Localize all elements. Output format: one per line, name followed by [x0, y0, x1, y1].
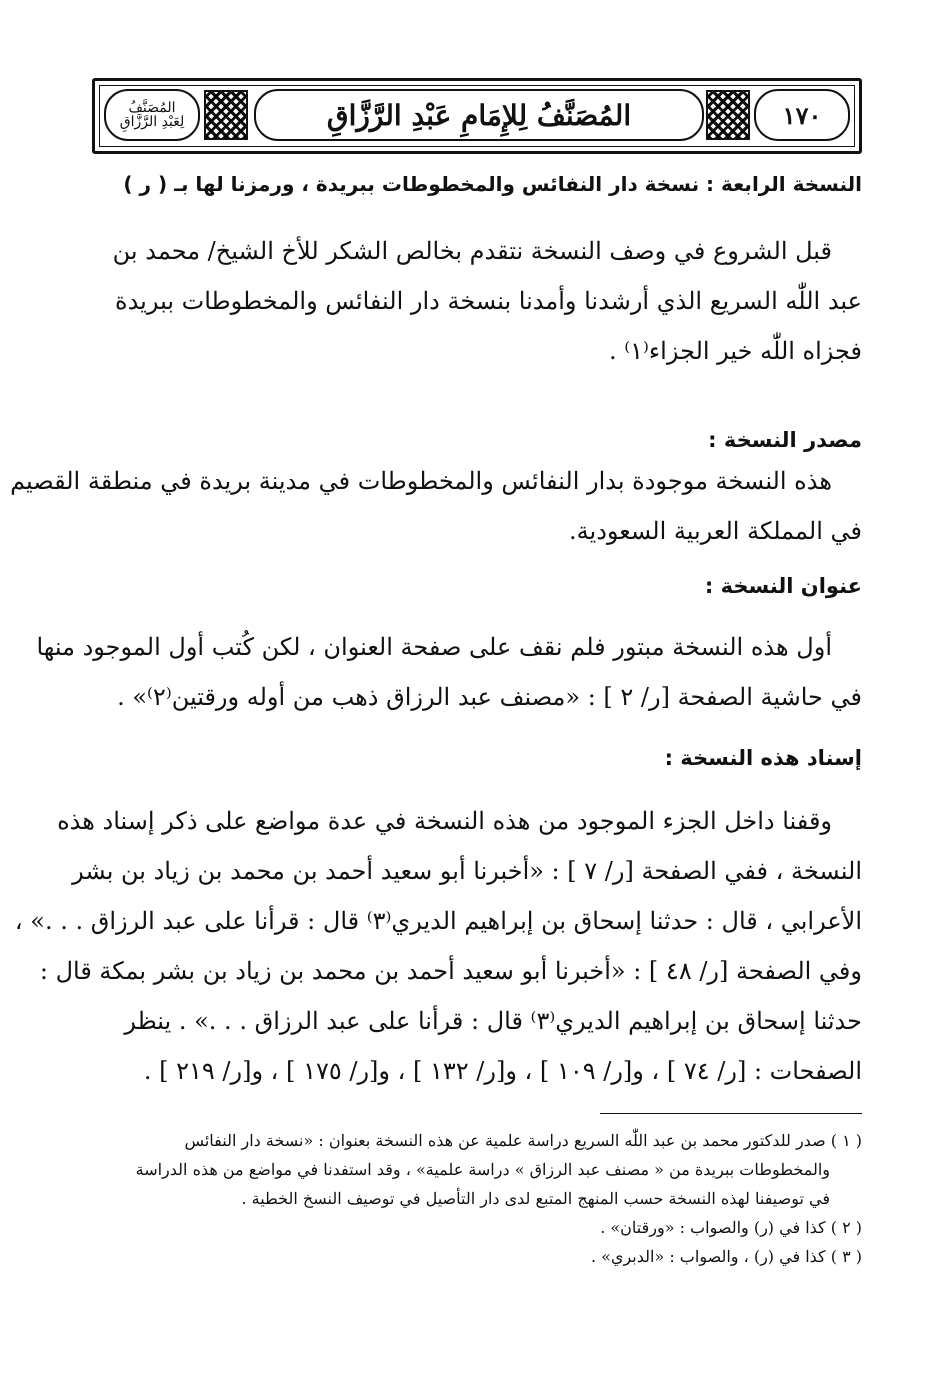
body-line: وقفنا داخل الجزء الموجود من هذه النسخة في عدة مواضع على ذكر إسناد هذه: [57, 807, 832, 835]
body-line: هذه النسخة موجودة بدار النفائس والمخطوطات في مدينة بريدة في منطقة القصيم: [10, 467, 832, 495]
footnote-line: في توصيفنا لهذه النسخة حسب المنهج المتبع لدى دار التأصيل في توصيف النسخ الخطية .: [241, 1189, 830, 1208]
intro-line: عبد اللّٰه السريع الذي أرشدنا وأمدنا بنسخة دار النفائس والمخطوطات ببريدة: [115, 287, 862, 315]
running-title: المُصَنَّفُ لِلإِمَامِ عَبْدِ الرَّزَّاقِ: [254, 89, 704, 141]
body-line: النسخة ، ففي الصفحة [ر/ ٧ ] : «أخبرنا أبو سعيد أحمد بن محمد بن زياد بن بشر: [72, 857, 862, 885]
section-isnad-body: [14, 796, 862, 1096]
ornament-right: [706, 90, 750, 140]
book-emblem: [104, 89, 200, 141]
intro-line: قبل الشروع في وصف النسخة نتقدم بخالص الشكر للأخ الشيخ/ محمد بن: [112, 237, 832, 265]
page-header: [92, 78, 862, 154]
section-title-isnad: إسناد هذه النسخة :: [664, 746, 862, 770]
section-source-body: [10, 456, 862, 556]
body-line: أول هذه النسخة مبتور فلم نقف على صفحة العنوان ، لكن كُتب أول الموجود منها: [36, 633, 832, 661]
section-title-source: مصدر النسخة :: [708, 428, 862, 452]
ornament-left: [204, 90, 248, 140]
intro-line: فجزاه اللّٰه خير الجزاء⁽١⁾ .: [608, 337, 862, 365]
footnote-line: ( ٣ ) كذا في (ر) ، والصواب : «الدبري» .: [590, 1247, 862, 1266]
main-heading: النسخة الرابعة : نسخة دار النفائس والمخطوطات ببريدة ، ورمزنا لها بـ ( ر ): [123, 172, 862, 196]
footnote-divider: [600, 1113, 862, 1114]
footnote-line: ( ٢ ) كذا في (ر) والصواب : «ورقتان» .: [600, 1218, 862, 1237]
footnotes: [64, 1126, 862, 1271]
emblem-line-1: المُصَنَّفُ: [128, 100, 176, 116]
body-line: وفي الصفحة [ر/ ٤٨ ] : «أخبرنا أبو سعيد أحمد بن محمد بن زياد بن بشر بمكة قال :: [39, 957, 862, 985]
section-title-heading: عنوان النسخة :: [704, 574, 862, 598]
footnote-line: ( ١ ) صدر للدكتور محمد بن عبد اللّٰه السريع دراسة علمية عن هذه النسخة بعنوان : «نسخة دار النفائس: [184, 1131, 862, 1150]
intro-paragraph: [64, 226, 862, 376]
emblem-line-2: لِعَبْدِ الرَّزَّاقِ: [119, 114, 185, 130]
body-line: حدثنا إسحاق بن إبراهيم الديري⁽٣⁾ قال : قرأنا على عبد الرزاق . . .» . ينظر: [124, 1007, 862, 1035]
footnote-line: والمخطوطات ببريدة من « مصنف عبد الرزاق » دراسة علمية» ، وقد استفدنا في مواضع من هذه الدراسة: [135, 1160, 830, 1179]
body-line: الأعرابي ، قال : حدثنا إسحاق بن إبراهيم الديري⁽٣⁾ قال : قرأنا على عبد الرزاق . . .» ،: [14, 907, 862, 935]
body-line: في حاشية الصفحة [ر/ ٢ ] : «مصنف عبد الرزاق ذهب من أوله ورقتين⁽٢⁾» .: [117, 683, 862, 711]
page-number: ١٧٠: [754, 89, 850, 141]
section-heading-body: [36, 622, 862, 722]
body-line: الصفحات : [ر/ ٧٤ ] ، و[ر/ ١٠٩ ] ، و[ر/ ١٣٢ ] ، و[ر/ ١٧٥ ] ، و[ر/ ٢١٩ ] .: [143, 1057, 862, 1085]
body-line: في المملكة العربية السعودية.: [569, 517, 862, 545]
